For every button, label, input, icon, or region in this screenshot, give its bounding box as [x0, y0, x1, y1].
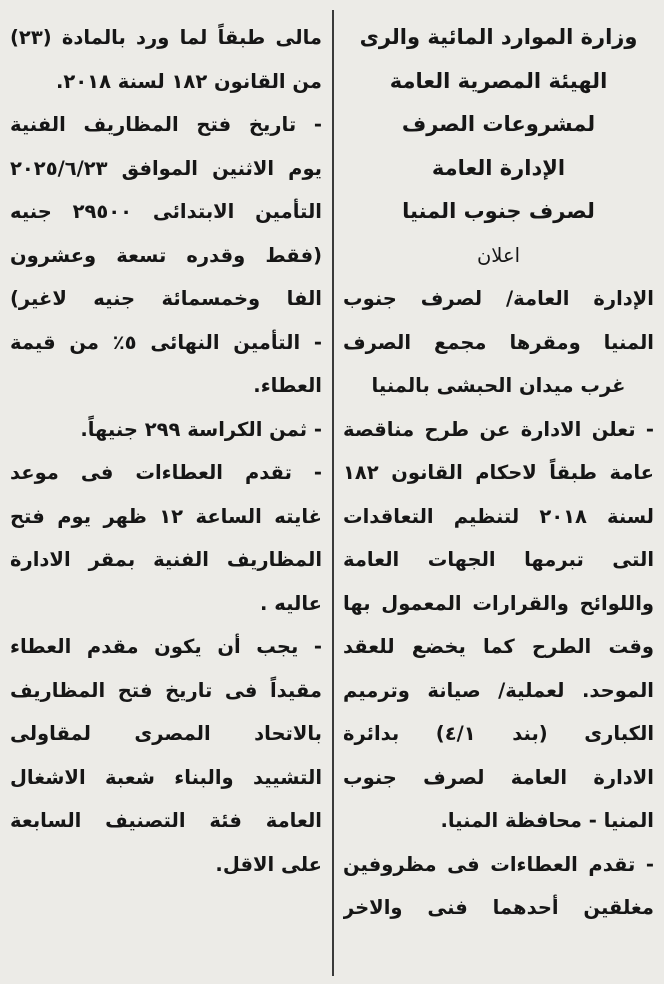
- text-line: مقيداً فى تاريخ فتح المظاريف: [10, 678, 322, 702]
- text-line: العطاء.: [253, 374, 322, 397]
- text-line: الفا وخمسمائة جنيه لاغير): [10, 287, 322, 310]
- text-line: بالاتحاد المصرى لمقاولى: [10, 722, 322, 745]
- text-line: - التأمين النهائى ٥٪ من قيمة: [10, 330, 322, 354]
- left-column: [10, 16, 322, 886]
- text-line: المظاريف الفنية بمقر الادارة: [10, 548, 322, 571]
- text-line: غرب ميدان الحبشى بالمنيا: [371, 374, 626, 397]
- text-line: غايته الساعة ١٢ ظهر يوم فتح: [10, 504, 322, 528]
- text-line: اعلان: [476, 243, 520, 267]
- text-line: لمشروعات الصرف: [401, 112, 596, 136]
- text-line: مالى طبقاً لما ورد بالمادة (٢٣): [10, 26, 322, 49]
- text-line: التأمين الابتدائى ٢٩٥٠٠ جنيه: [10, 200, 322, 223]
- text-line: لصرف جنوب المنيا: [402, 199, 595, 223]
- text-line: واللوائح والقرارات المعمول بها: [343, 591, 654, 615]
- text-line: وزارة الموارد المائية والرى: [359, 25, 638, 49]
- text-line: لسنة ٢٠١٨ لتنظيم التعاقدات: [343, 504, 654, 528]
- text-line: الإدارة العامة/ لصرف جنوب: [343, 287, 654, 310]
- text-line: العامة فئة التصنيف السابعة: [10, 809, 322, 832]
- text-line: الكبارى (بند ٤/١) بدائرة: [343, 722, 654, 745]
- text-line: - تقدم العطاءات فى موعد: [10, 461, 322, 484]
- text-line: مغلقين أحدهما فنى والاخر: [343, 896, 654, 919]
- text-line: الادارة العامة لصرف جنوب: [343, 765, 654, 789]
- text-line: - يجب أن يكون مقدم العطاء: [10, 635, 322, 658]
- text-line: على الاقل.: [215, 852, 322, 876]
- text-line: يوم الاثنين الموافق ٢٠٢٥/٦/٢٣: [10, 156, 322, 180]
- text-line: عاليه .: [260, 591, 322, 615]
- text-line: عامة طبقاً لاحكام القانون ١٨٢: [343, 461, 654, 484]
- text-line: - ثمن الكراسة ٢٩٩ جنيهاً.: [80, 417, 322, 441]
- text-line: وقت الطرح كما يخضع للعقد: [343, 635, 654, 658]
- text-line: المنيا - محافظة المنيا.: [440, 809, 654, 832]
- text-line: - تقدم العطاءات فى مظروفين: [343, 852, 654, 876]
- text-line: الهيئة المصرية العامة: [389, 68, 608, 93]
- text-line: - تاريخ فتح المظاريف الفنية: [10, 113, 322, 136]
- text-line: (فقط وقدره تسعة وعشرون: [10, 243, 322, 267]
- column-divider: [332, 10, 334, 976]
- text-line: - تعلن الادارة عن طرح مناقصة: [343, 417, 654, 441]
- text-line: الموحد. لعملية/ صيانة وترميم: [343, 678, 654, 702]
- text-line: التشييد والبناء شعبة الاشغال: [10, 765, 322, 789]
- text-line: الإدارة العامة: [431, 155, 566, 180]
- text-line: من القانون ١٨٢ لسنة ٢٠١٨.: [55, 69, 322, 93]
- text-line: المنيا ومقرها مجمع الصرف: [343, 330, 654, 354]
- text-line: التى تبرمها الجهات العامة: [343, 548, 654, 571]
- right-column: [343, 16, 654, 930]
